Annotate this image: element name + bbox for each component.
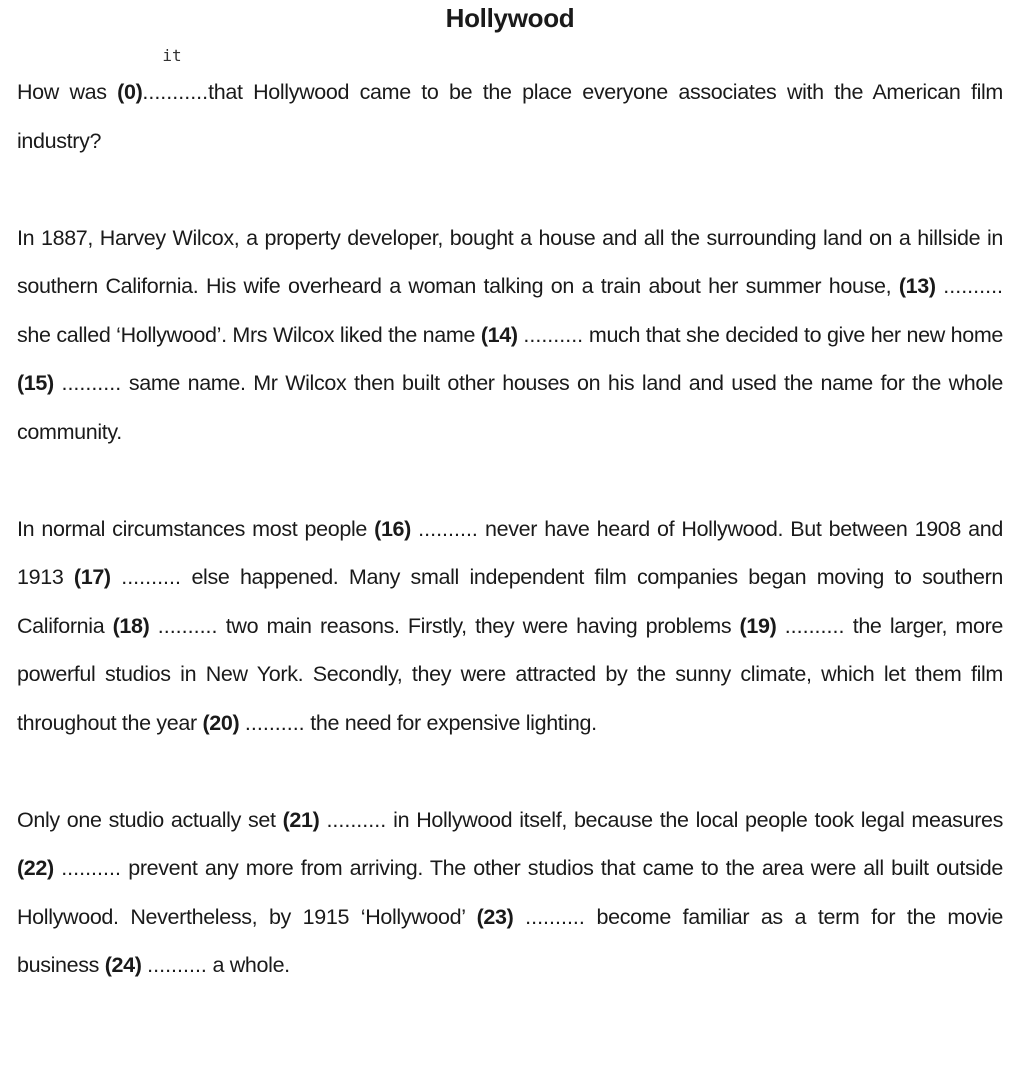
gap-number-22: (22) (17, 856, 54, 880)
gap-number-18: (18) (112, 613, 150, 638)
p2-text-b: never have heard of Hollywood. But between 1908 and 1913 (17, 516, 1004, 589)
intro-text-b: that Hollywood came to be the place everyone associates with the American film industry? (17, 80, 1003, 153)
example-dots-after: ....... (166, 80, 209, 104)
gap-number-24: (24) (104, 953, 142, 977)
gap-24[interactable]: .......... (147, 953, 207, 977)
worksheet-page (17, 0, 1003, 990)
gap-21[interactable]: .......... (326, 807, 387, 832)
paragraph-1 (17, 214, 1003, 457)
p2-text-d: two main reasons. Firstly, they were having problems (217, 613, 740, 638)
p1-text-b: she called ‘Hollywood’. Mrs Wilcox liked the name (17, 322, 481, 347)
p1-text-c: much that she decided to give her new home (583, 322, 1004, 347)
gap-17[interactable]: .......... (121, 565, 181, 589)
p2-text-f: the need for expensive lighting. (304, 710, 597, 735)
p2-text-e: the larger, more powerful studios in New York. Secondly, they were attracted by the sunny climate, which let them film throughout the year (17, 613, 1004, 735)
paragraph-2 (17, 505, 1003, 748)
p3-text-d: become familiar as a term for the movie business (17, 904, 1004, 977)
gap-13[interactable]: .......... (943, 274, 1004, 298)
gap-19[interactable]: .......... (784, 613, 845, 638)
example-gap-0 (142, 46, 209, 117)
gap-20[interactable]: .......... (244, 710, 305, 735)
p2-text-a: In normal circumstances most people (17, 516, 375, 541)
paragraph-intro (17, 46, 1003, 165)
p3-text-b: in Hollywood itself, because the local people took legal measures (386, 807, 1004, 832)
gap-number-14: (14) (480, 322, 518, 347)
gap-number-13: (13) (898, 274, 936, 298)
example-dots-before: .... (142, 80, 167, 104)
intro-text-a: How was (17, 80, 118, 104)
gap-22[interactable]: .......... (61, 856, 121, 880)
gap-15[interactable]: .......... (61, 371, 122, 395)
gap-14[interactable]: .......... (523, 322, 584, 347)
handwritten-answer-0: it (162, 46, 182, 65)
gap-23[interactable]: .......... (525, 904, 585, 929)
p3-text-e: a whole. (206, 953, 290, 977)
gap-number-16: (16) (374, 516, 411, 541)
gap-number-19: (19) (739, 613, 777, 638)
page-title: Hollywood (445, 3, 575, 33)
p2-text-c: else happened. Many small independent film companies began moving to southern California (17, 565, 1003, 638)
p1-text-d: same name. Mr Wilcox then built other houses on his land and used the name for the whole community. (17, 371, 1004, 444)
gap-number-20: (20) (202, 710, 240, 735)
gap-18[interactable]: .......... (157, 613, 218, 638)
gap-number-0: (0) (117, 80, 143, 104)
p3-text-c: prevent any more from arriving. The other studios that came to the area were all built outside Hollywood. Nevertheless, by 1915 ‘Hollywood’ (17, 856, 1003, 929)
gap-number-21: (21) (282, 807, 320, 832)
p3-text-a: Only one studio actually set (17, 807, 283, 832)
gap-16[interactable]: .......... (418, 516, 478, 541)
gap-number-15: (15) (17, 371, 54, 395)
paragraph-3 (17, 796, 1003, 990)
gap-number-23: (23) (476, 904, 514, 929)
gap-number-17: (17) (73, 565, 111, 589)
p1-text-a: In 1887, Harvey Wilcox, a property developer, bought a house and all the surrounding land on a hillside in southern California. His wife overheard a woman talking on a train about her summer house, (17, 225, 1003, 298)
